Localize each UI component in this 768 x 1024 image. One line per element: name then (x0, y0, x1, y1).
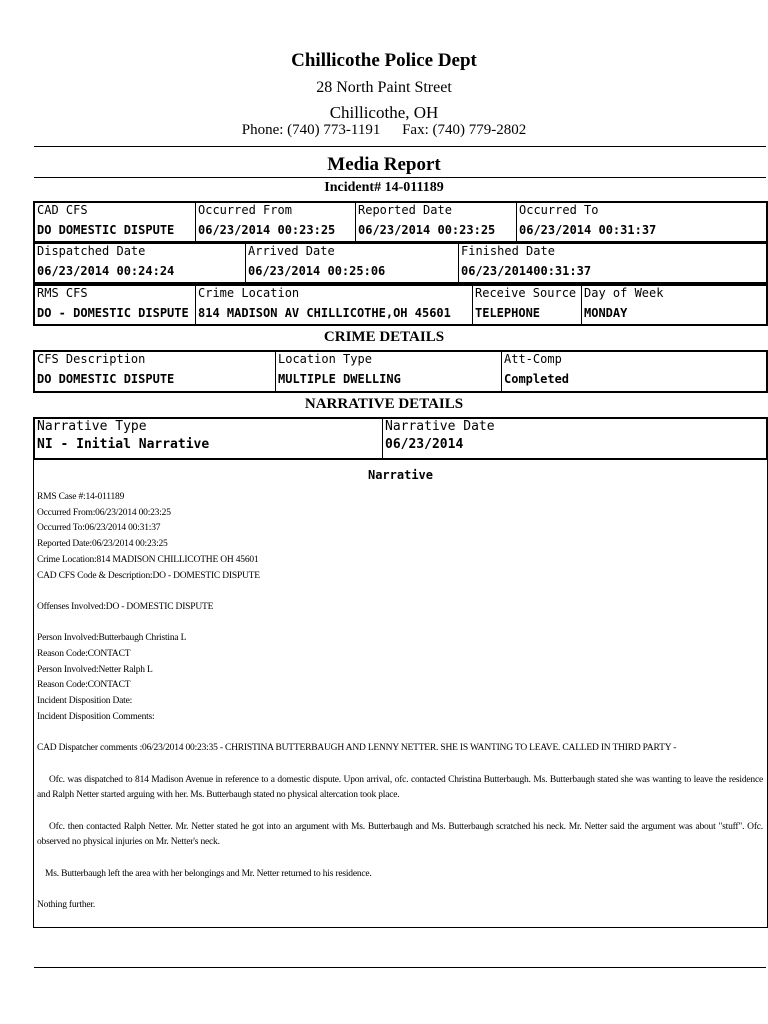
narrative-heading: Narrative (367, 468, 434, 482)
crime-location-label: Crime Location (198, 286, 300, 300)
att-comp-label: Att-Comp (504, 352, 562, 366)
department-name: Chillicothe Police Dept (291, 50, 477, 71)
narrative-paragraph: Ofc. was dispatched to 814 Madison Avenue in reference to a domestic dispute. Upon arrival, ofc. contacted Christina Butterbaugh. Ms. Butterbaugh stated she was wanting to leave the residence and Ralph Netter started arguing with her. Ms. Butterbaugh stated no physical altercation took place. (37, 774, 763, 801)
receive-source-label: Receive Source (475, 286, 577, 300)
narrative-paragraph: Ms. Butterbaugh left the area with her belongings and Mr. Netter returned to his residence. (45, 868, 372, 879)
dispatched-value: 06/23/2014 00:24:24 (37, 264, 175, 278)
person-line: Reason Code:CONTACT (37, 680, 131, 691)
narrative-box (33, 459, 768, 928)
rms-cfs-label: RMS CFS (37, 286, 88, 300)
att-comp-cell (501, 352, 766, 391)
narrative-type-label: Narrative Type (37, 419, 147, 434)
occurred-from-label: Occurred From (198, 203, 292, 217)
offenses-line: Offenses Involved:DO - DOMESTIC DISPUTE (37, 601, 214, 612)
occurred-to-cell (516, 203, 766, 241)
dispatched-cell (35, 244, 245, 282)
contact-line (0, 122, 768, 139)
reported-date-cell (355, 203, 516, 241)
rms-cfs-value: DO - DOMESTIC DISPUTE (37, 306, 189, 320)
narrative-type-cell (35, 419, 382, 458)
report-title: Media Report (327, 154, 441, 175)
person-line: Reason Code:CONTACT (37, 649, 131, 659)
person-line: Incident Disposition Date: (37, 696, 133, 707)
finished-cell (458, 244, 766, 282)
cad-cfs-cell (35, 203, 195, 241)
person-line: Person Involved:Butterbaugh Christina L (37, 633, 187, 644)
crime-details-row (33, 350, 768, 393)
occurred-to-label: Occurred To (519, 203, 599, 217)
reported-date-label: Reported Date (358, 203, 452, 217)
arrived-value: 06/23/2014 00:25:06 (248, 264, 386, 278)
narrative-date-cell (382, 419, 766, 458)
narrative-line: Reported Date:06/23/2014 00:23:25 (37, 539, 168, 550)
narrative-line: Crime Location:814 MADISON CHILLICOTHE OH 45601 (37, 554, 259, 565)
street-address: 28 North Paint Street (316, 79, 452, 96)
location-type-cell (275, 352, 501, 391)
rms-cfs-cell (35, 286, 195, 324)
narrative-line: CAD CFS Code & Description:DO - DOMESTIC DISPUTE (37, 570, 260, 581)
arrived-cell (245, 244, 458, 282)
crime-location-cell (195, 286, 472, 324)
title-divider (34, 177, 766, 178)
info-row-3 (33, 284, 768, 326)
closing-line: Nothing further. (37, 900, 96, 911)
receive-source-cell (472, 286, 581, 324)
cfs-description-cell (35, 352, 275, 391)
finished-value: 06/23/201400:31:37 (461, 264, 592, 278)
day-of-week-value: MONDAY (584, 306, 628, 320)
narrative-paragraph: Ofc. then contacted Ralph Netter. Mr. Netter stated he got into an argument with Ms. Butterbaugh and Ms. Butterbaugh scratched his neck. Mr. Netter said the argument was about "stuff". Ofc. observed no physical injuries on Mr. Netter's neck. (37, 821, 763, 848)
narrative-type-value: NI - Initial Narrative (37, 437, 210, 452)
narrative-date-value: 06/23/2014 (385, 437, 464, 452)
city-state: Chillicothe, OH (329, 103, 439, 122)
receive-source-value: TELEPHONE (475, 306, 541, 320)
narrative-details-row (33, 417, 768, 460)
phone-number: (740) 773-1191 (287, 122, 381, 138)
narrative-line: RMS Case #:14-011189 (37, 492, 125, 502)
phone-label: Phone: (241, 122, 284, 138)
narrative-line: Occurred To:06/23/2014 00:31:37 (37, 523, 161, 534)
narrative-date-label: Narrative Date (385, 419, 495, 434)
footer-divider (34, 967, 766, 968)
narrative-details-heading: NARRATIVE DETAILS (304, 396, 464, 412)
cad-cfs-value: DO DOMESTIC DISPUTE (37, 223, 175, 237)
crime-details-heading: CRIME DETAILS (323, 329, 445, 345)
cfs-description-label: CFS Description (37, 352, 146, 366)
crime-location-value: 814 MADISON AV CHILLICOTHE,OH 45601 (198, 306, 451, 320)
att-comp-value: Completed (504, 372, 570, 386)
location-type-value: MULTIPLE DWELLING (278, 372, 401, 386)
cad-dispatcher-comment: CAD Dispatcher comments :06/23/2014 00:23:35 - CHRISTINA BUTTERBAUGH AND LENNY NETTER. SHE IS WANTING TO LEAVE. CALLED IN THIRD PARTY - (37, 743, 677, 754)
person-line: Person Involved:Netter Ralph L (37, 664, 153, 675)
header-divider (34, 146, 766, 147)
narrative-body (37, 490, 763, 914)
arrived-label: Arrived Date (248, 244, 335, 258)
occurred-to-value: 06/23/2014 00:31:37 (519, 223, 657, 237)
narrative-line: Occurred From:06/23/2014 00:23:25 (37, 507, 171, 518)
day-of-week-cell (581, 286, 766, 324)
fax-number: (740) 779-2802 (432, 122, 527, 138)
person-line: Incident Disposition Comments: (37, 711, 155, 722)
reported-date-value: 06/23/2014 00:23:25 (358, 223, 496, 237)
occurred-from-cell (195, 203, 355, 241)
finished-label: Finished Date (461, 244, 555, 258)
location-type-label: Location Type (278, 352, 372, 366)
dispatched-label: Dispatched Date (37, 244, 146, 258)
info-row-1 (33, 201, 768, 243)
cad-cfs-label: CAD CFS (37, 203, 88, 217)
day-of-week-label: Day of Week (584, 286, 664, 300)
occurred-from-value: 06/23/2014 00:23:25 (198, 223, 336, 237)
incident-number: Incident# 14-011189 (324, 180, 444, 195)
info-row-2 (33, 242, 768, 284)
cfs-description-value: DO DOMESTIC DISPUTE (37, 372, 175, 386)
fax-label: Fax: (402, 122, 429, 138)
